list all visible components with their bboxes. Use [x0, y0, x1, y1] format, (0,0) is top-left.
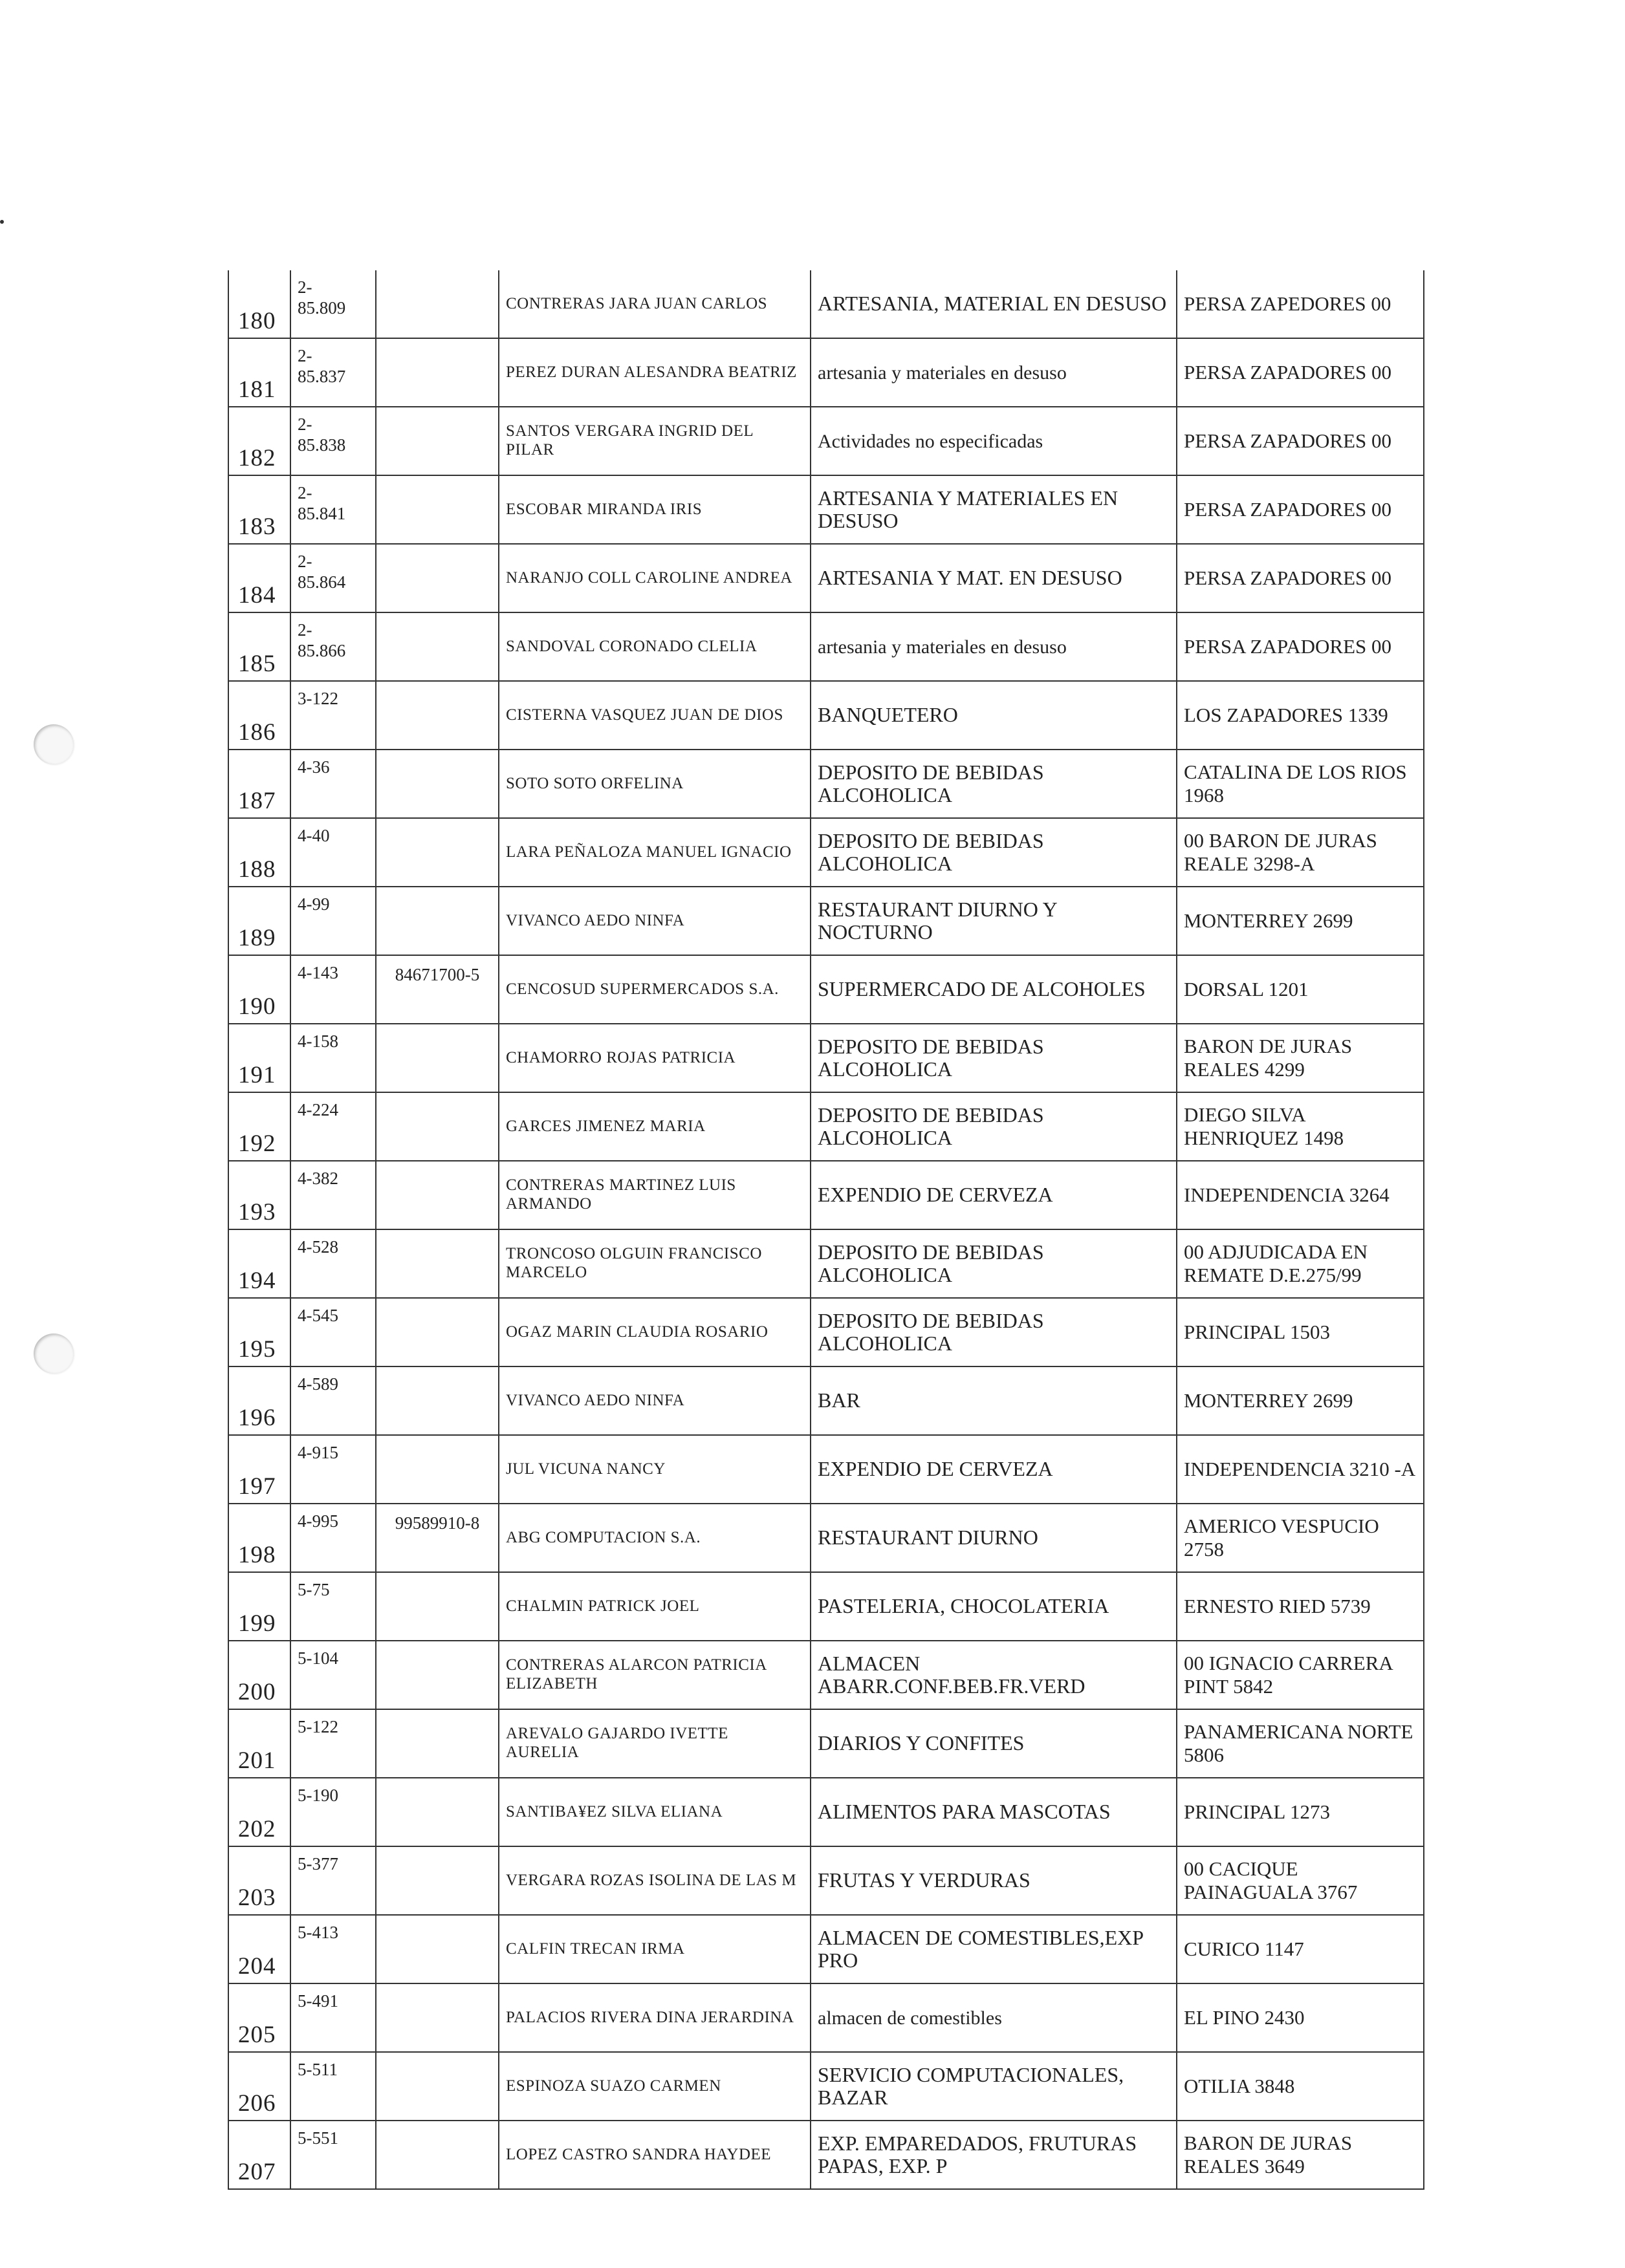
license-code-cell: 2- 85.864 — [290, 544, 376, 612]
address-cell: PRINCIPAL 1273 — [1177, 1778, 1424, 1846]
business-activity-cell: BANQUETERO — [811, 681, 1177, 750]
address-cell: MONTERREY 2699 — [1177, 887, 1424, 955]
row-number-cell: 201 — [228, 1709, 290, 1778]
owner-name-cell: ESPINOZA SUAZO CARMEN — [499, 2052, 811, 2121]
business-activity-cell: SERVICIO COMPUTACIONALES, BAZAR — [811, 2052, 1177, 2121]
address-cell: PERSA ZAPADORES 00 — [1177, 475, 1424, 544]
license-code-cell: 4-99 — [290, 887, 376, 955]
row-number-cell: 206 — [228, 2052, 290, 2121]
table-row — [228, 1504, 1424, 1572]
owner-name-cell: VIVANCO AEDO NINFA — [499, 887, 811, 955]
row-number-cell: 185 — [228, 612, 290, 681]
rut-cell — [376, 612, 499, 681]
table-row — [228, 955, 1424, 1024]
license-code-cell: 4-158 — [290, 1024, 376, 1092]
address-cell: PERSA ZAPADORES 00 — [1177, 612, 1424, 681]
license-code-cell: 5-491 — [290, 1983, 376, 2052]
owner-name-cell: LOPEZ CASTRO SANDRA HAYDEE — [499, 2121, 811, 2189]
address-cell: PERSA ZAPADORES 00 — [1177, 407, 1424, 475]
rut-cell — [376, 1092, 499, 1161]
business-activity-cell: BAR — [811, 1366, 1177, 1435]
table-body — [228, 270, 1424, 2189]
license-code-cell: 5-413 — [290, 1915, 376, 1983]
owner-name-cell: PEREZ DURAN ALESANDRA BEATRIZ — [499, 338, 811, 407]
business-activity-cell: ARTESANIA, MATERIAL EN DESUSO — [811, 270, 1177, 338]
address-cell: MONTERREY 2699 — [1177, 1366, 1424, 1435]
address-cell: EL PINO 2430 — [1177, 1983, 1424, 2052]
license-code-cell: 4-224 — [290, 1092, 376, 1161]
owner-name-cell: TRONCOSO OLGUIN FRANCISCO MARCELO — [499, 1229, 811, 1298]
punch-hole — [34, 1334, 74, 1374]
business-activity-cell: SUPERMERCADO DE ALCOHOLES — [811, 955, 1177, 1024]
license-code-cell: 5-104 — [290, 1641, 376, 1709]
owner-name-cell: CHALMIN PATRICK JOEL — [499, 1572, 811, 1641]
rut-cell — [376, 750, 499, 818]
license-code-cell: 4-589 — [290, 1366, 376, 1435]
owner-name-cell: JUL VICUNA NANCY — [499, 1435, 811, 1504]
table-row — [228, 1298, 1424, 1366]
owner-name-cell: CONTRERAS JARA JUAN CARLOS — [499, 270, 811, 338]
owner-name-cell: ABG COMPUTACION S.A. — [499, 1504, 811, 1572]
business-activity-cell: DIARIOS Y CONFITES — [811, 1709, 1177, 1778]
table-row — [228, 1092, 1424, 1161]
license-code-cell: 2- 85.866 — [290, 612, 376, 681]
row-number-cell: 196 — [228, 1366, 290, 1435]
rut-cell — [376, 338, 499, 407]
business-activity-cell: EXPENDIO DE CERVEZA — [811, 1435, 1177, 1504]
license-code-cell: 5-551 — [290, 2121, 376, 2189]
rut-cell: 99589910-8 — [376, 1504, 499, 1572]
punch-hole — [34, 724, 74, 764]
row-number-cell: 183 — [228, 475, 290, 544]
table-row — [228, 1846, 1424, 1915]
owner-name-cell: GARCES JIMENEZ MARIA — [499, 1092, 811, 1161]
row-number-cell: 202 — [228, 1778, 290, 1846]
address-cell: AMERICO VESPUCIO 2758 — [1177, 1504, 1424, 1572]
business-activity-cell: DEPOSITO DE BEBIDAS ALCOHOLICA — [811, 818, 1177, 887]
business-activity-cell: Actividades no especificadas — [811, 407, 1177, 475]
address-cell: PERSA ZAPADORES 00 — [1177, 544, 1424, 612]
rut-cell — [376, 1366, 499, 1435]
owner-name-cell: VERGARA ROZAS ISOLINA DE LAS M — [499, 1846, 811, 1915]
row-number-cell: 203 — [228, 1846, 290, 1915]
owner-name-cell: LARA PEÑALOZA MANUEL IGNACIO — [499, 818, 811, 887]
table-row — [228, 2052, 1424, 2121]
row-number-cell: 193 — [228, 1161, 290, 1229]
rut-cell — [376, 1709, 499, 1778]
rut-cell — [376, 1298, 499, 1366]
license-code-cell: 2- 85.841 — [290, 475, 376, 544]
address-cell: PRINCIPAL 1503 — [1177, 1298, 1424, 1366]
row-number-cell: 182 — [228, 407, 290, 475]
scan-speck — [0, 220, 4, 224]
rut-cell — [376, 475, 499, 544]
address-cell: CURICO 1147 — [1177, 1915, 1424, 1983]
rut-cell — [376, 2052, 499, 2121]
row-number-cell: 194 — [228, 1229, 290, 1298]
row-number-cell: 197 — [228, 1435, 290, 1504]
license-code-cell: 3-122 — [290, 681, 376, 750]
business-activity-cell: EXPENDIO DE CERVEZA — [811, 1161, 1177, 1229]
address-cell: LOS ZAPADORES 1339 — [1177, 681, 1424, 750]
rut-cell — [376, 1641, 499, 1709]
table-row — [228, 612, 1424, 681]
row-number-cell: 191 — [228, 1024, 290, 1092]
rut-cell — [376, 1915, 499, 1983]
business-activity-cell: ARTESANIA Y MATERIALES EN DESUSO — [811, 475, 1177, 544]
address-cell: CATALINA DE LOS RIOS 1968 — [1177, 750, 1424, 818]
row-number-cell: 198 — [228, 1504, 290, 1572]
table-row — [228, 1161, 1424, 1229]
address-cell: PANAMERICANA NORTE 5806 — [1177, 1709, 1424, 1778]
owner-name-cell: SOTO SOTO ORFELINA — [499, 750, 811, 818]
business-activity-cell: DEPOSITO DE BEBIDAS ALCOHOLICA — [811, 1298, 1177, 1366]
business-activity-cell: DEPOSITO DE BEBIDAS ALCOHOLICA — [811, 1092, 1177, 1161]
rut-cell — [376, 407, 499, 475]
table-row — [228, 1641, 1424, 1709]
rut-cell — [376, 681, 499, 750]
business-activity-cell: ARTESANIA Y MAT. EN DESUSO — [811, 544, 1177, 612]
license-code-cell: 4-382 — [290, 1161, 376, 1229]
owner-name-cell: CHAMORRO ROJAS PATRICIA — [499, 1024, 811, 1092]
owner-name-cell: VIVANCO AEDO NINFA — [499, 1366, 811, 1435]
row-number-cell: 207 — [228, 2121, 290, 2189]
owner-name-cell: OGAZ MARIN CLAUDIA ROSARIO — [499, 1298, 811, 1366]
business-activity-cell: DEPOSITO DE BEBIDAS ALCOHOLICA — [811, 1229, 1177, 1298]
license-code-cell: 4-36 — [290, 750, 376, 818]
license-code-cell: 4-545 — [290, 1298, 376, 1366]
table-row — [228, 2121, 1424, 2189]
row-number-cell: 200 — [228, 1641, 290, 1709]
license-code-cell: 2- 85.838 — [290, 407, 376, 475]
owner-name-cell: SANTIBA¥EZ SILVA ELIANA — [499, 1778, 811, 1846]
row-number-cell: 187 — [228, 750, 290, 818]
address-cell: DIEGO SILVA HENRIQUEZ 1498 — [1177, 1092, 1424, 1161]
table-row — [228, 1915, 1424, 1983]
business-activity-cell: RESTAURANT DIURNO Y NOCTURNO — [811, 887, 1177, 955]
table-row — [228, 407, 1424, 475]
rut-cell — [376, 1983, 499, 2052]
rut-cell — [376, 818, 499, 887]
rut-cell — [376, 1161, 499, 1229]
owner-name-cell: CISTERNA VASQUEZ JUAN DE DIOS — [499, 681, 811, 750]
table-row — [228, 338, 1424, 407]
rut-cell — [376, 887, 499, 955]
owner-name-cell: ESCOBAR MIRANDA IRIS — [499, 475, 811, 544]
business-activity-cell: DEPOSITO DE BEBIDAS ALCOHOLICA — [811, 1024, 1177, 1092]
table-row — [228, 475, 1424, 544]
row-number-cell: 192 — [228, 1092, 290, 1161]
license-code-cell: 2- 85.837 — [290, 338, 376, 407]
address-cell: OTILIA 3848 — [1177, 2052, 1424, 2121]
business-activity-cell: RESTAURANT DIURNO — [811, 1504, 1177, 1572]
address-cell: ERNESTO RIED 5739 — [1177, 1572, 1424, 1641]
row-number-cell: 189 — [228, 887, 290, 955]
table-row — [228, 1709, 1424, 1778]
row-number-cell: 199 — [228, 1572, 290, 1641]
license-registry-table — [228, 270, 1424, 2190]
address-cell: BARON DE JURAS REALES 4299 — [1177, 1024, 1424, 1092]
table-row — [228, 1983, 1424, 2052]
rut-cell: 84671700-5 — [376, 955, 499, 1024]
business-activity-cell: artesania y materiales en desuso — [811, 338, 1177, 407]
row-number-cell: 186 — [228, 681, 290, 750]
rut-cell — [376, 270, 499, 338]
rut-cell — [376, 1024, 499, 1092]
row-number-cell: 190 — [228, 955, 290, 1024]
license-code-cell: 4-915 — [290, 1435, 376, 1504]
table-row — [228, 1229, 1424, 1298]
address-cell: DORSAL 1201 — [1177, 955, 1424, 1024]
table-row — [228, 681, 1424, 750]
business-activity-cell: PASTELERIA, CHOCOLATERIA — [811, 1572, 1177, 1641]
address-cell: INDEPENDENCIA 3264 — [1177, 1161, 1424, 1229]
address-cell: 00 CACIQUE PAINAGUALA 3767 — [1177, 1846, 1424, 1915]
address-cell: 00 ADJUDICADA EN REMATE D.E.275/99 — [1177, 1229, 1424, 1298]
row-number-cell: 184 — [228, 544, 290, 612]
table-row — [228, 1435, 1424, 1504]
business-activity-cell: ALIMENTOS PARA MASCOTAS — [811, 1778, 1177, 1846]
license-code-cell: 5-122 — [290, 1709, 376, 1778]
license-code-cell: 5-377 — [290, 1846, 376, 1915]
business-activity-cell: almacen de comestibles — [811, 1983, 1177, 2052]
table-row — [228, 544, 1424, 612]
business-activity-cell: FRUTAS Y VERDURAS — [811, 1846, 1177, 1915]
rut-cell — [376, 1778, 499, 1846]
owner-name-cell: PALACIOS RIVERA DINA JERARDINA — [499, 1983, 811, 2052]
owner-name-cell: SANDOVAL CORONADO CLELIA — [499, 612, 811, 681]
owner-name-cell: NARANJO COLL CAROLINE ANDREA — [499, 544, 811, 612]
rut-cell — [376, 1846, 499, 1915]
license-code-cell: 5-511 — [290, 2052, 376, 2121]
table-row — [228, 1024, 1424, 1092]
rut-cell — [376, 544, 499, 612]
table-row — [228, 270, 1424, 338]
owner-name-cell: CONTRERAS MARTINEZ LUIS ARMANDO — [499, 1161, 811, 1229]
address-cell: BARON DE JURAS REALES 3649 — [1177, 2121, 1424, 2189]
row-number-cell: 205 — [228, 1983, 290, 2052]
business-activity-cell: ALMACEN ABARR.CONF.BEB.FR.VERD — [811, 1641, 1177, 1709]
license-code-cell: 5-190 — [290, 1778, 376, 1846]
license-code-cell: 4-528 — [290, 1229, 376, 1298]
row-number-cell: 181 — [228, 338, 290, 407]
table-row — [228, 1572, 1424, 1641]
rut-cell — [376, 1572, 499, 1641]
owner-name-cell: CONTRERAS ALARCON PATRICIA ELIZABETH — [499, 1641, 811, 1709]
address-cell: PERSA ZAPEDORES 00 — [1177, 270, 1424, 338]
owner-name-cell: SANTOS VERGARA INGRID DEL PILAR — [499, 407, 811, 475]
business-activity-cell: EXP. EMPAREDADOS, FRUTURAS PAPAS, EXP. P — [811, 2121, 1177, 2189]
table-row — [228, 818, 1424, 887]
owner-name-cell: CENCOSUD SUPERMERCADOS S.A. — [499, 955, 811, 1024]
address-cell: 00 IGNACIO CARRERA PINT 5842 — [1177, 1641, 1424, 1709]
table-row — [228, 1366, 1424, 1435]
table-row — [228, 887, 1424, 955]
license-code-cell: 4-40 — [290, 818, 376, 887]
row-number-cell: 204 — [228, 1915, 290, 1983]
address-cell: 00 BARON DE JURAS REALE 3298-A — [1177, 818, 1424, 887]
license-code-cell: 4-143 — [290, 955, 376, 1024]
license-code-cell: 5-75 — [290, 1572, 376, 1641]
address-cell: INDEPENDENCIA 3210 -A — [1177, 1435, 1424, 1504]
row-number-cell: 188 — [228, 818, 290, 887]
business-activity-cell: ALMACEN DE COMESTIBLES,EXP PRO — [811, 1915, 1177, 1983]
rut-cell — [376, 1229, 499, 1298]
rut-cell — [376, 1435, 499, 1504]
license-code-cell: 2- 85.809 — [290, 270, 376, 338]
row-number-cell: 180 — [228, 270, 290, 338]
owner-name-cell: CALFIN TRECAN IRMA — [499, 1915, 811, 1983]
address-cell: PERSA ZAPADORES 00 — [1177, 338, 1424, 407]
rut-cell — [376, 2121, 499, 2189]
business-activity-cell: artesania y materiales en desuso — [811, 612, 1177, 681]
license-code-cell: 4-995 — [290, 1504, 376, 1572]
business-activity-cell: DEPOSITO DE BEBIDAS ALCOHOLICA — [811, 750, 1177, 818]
row-number-cell: 195 — [228, 1298, 290, 1366]
table-row — [228, 750, 1424, 818]
table-row — [228, 1778, 1424, 1846]
owner-name-cell: AREVALO GAJARDO IVETTE AURELIA — [499, 1709, 811, 1778]
